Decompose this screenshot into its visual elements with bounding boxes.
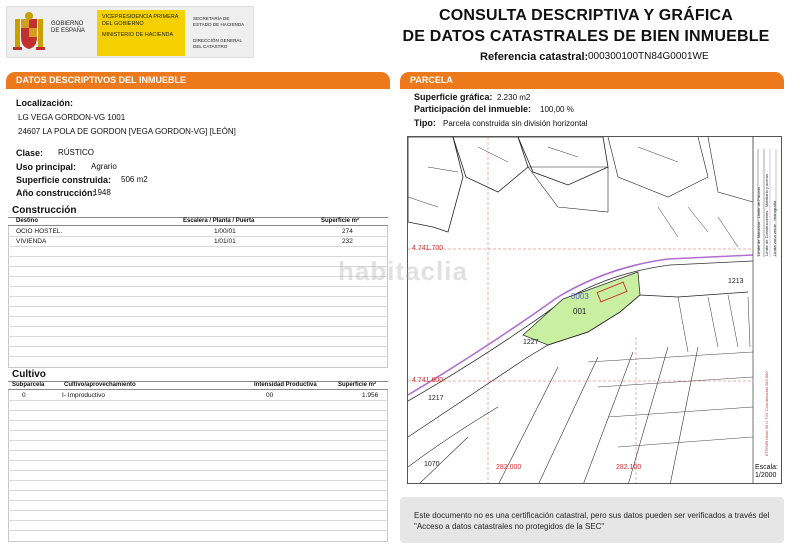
row-divider bbox=[8, 430, 388, 431]
col-superficie: Superficie m² bbox=[338, 382, 377, 388]
coord-x1: 282.000 bbox=[496, 464, 522, 471]
bar-bold: INMUEBLE bbox=[139, 75, 187, 85]
legend-manzana: Límite de Manzana bbox=[756, 221, 761, 256]
row-divider bbox=[8, 316, 388, 317]
row-sup: 1.956 bbox=[362, 392, 379, 399]
coord-y2: 4.741.600 bbox=[412, 377, 444, 384]
scale-label: Escala: bbox=[755, 464, 778, 471]
row-destino: VIVIENDA bbox=[16, 238, 47, 245]
map-scale bbox=[752, 464, 782, 484]
col-destino: Destino bbox=[16, 218, 39, 224]
ministerio-label: MINISTERIO DE HACIENDA bbox=[102, 32, 174, 38]
col-intensidad: Intensidad Productiva bbox=[254, 382, 317, 388]
ref-label: Referencia catastral: bbox=[480, 51, 589, 63]
datos-descriptivos-bar bbox=[6, 72, 390, 89]
disclaimer-note: Este documento no es una certificación catastral, pero sus datos pueden ser verificados a través del "Acceso a datos catastrales no protegidos de la SEC" bbox=[400, 497, 784, 543]
coord-x2: 282.100 bbox=[616, 464, 642, 471]
row-divider bbox=[8, 410, 388, 411]
map-legend bbox=[752, 136, 782, 464]
map-drawing bbox=[408, 137, 782, 484]
bar-prefix: DATOS DESCRIPTIVOS DEL bbox=[16, 75, 140, 85]
direccion-label: DIRECCIÓN GENERAL DEL CATASTRO bbox=[193, 38, 242, 49]
tipo-label: Tipo: bbox=[414, 118, 436, 128]
anio-value: 1948 bbox=[93, 188, 111, 197]
row-divider bbox=[8, 440, 388, 441]
tipo-value: Parcela construida sin división horizontal bbox=[443, 119, 588, 128]
localizacion-label: Localización: bbox=[16, 98, 74, 108]
legend-items2: Límite de Construcciones · Mobiliario y aceras bbox=[764, 173, 769, 256]
anio-label: Año construcción: bbox=[16, 188, 96, 198]
cultivo-header bbox=[8, 381, 388, 390]
row-divider bbox=[8, 266, 388, 267]
row-sub: 0 bbox=[22, 392, 26, 399]
superficie-label: Superficie construida: bbox=[16, 175, 112, 185]
watermark: habitaclia bbox=[338, 256, 468, 286]
row-epp: 1/01/01 bbox=[214, 238, 236, 245]
participacion-label: Participación del inmueble: bbox=[414, 104, 532, 114]
legend-mobiliario: Mobiliario y aceras bbox=[764, 173, 769, 208]
document-title-line2: DE DATOS CATASTRALES DE BIEN INMUEBLE bbox=[402, 28, 770, 45]
row-divider bbox=[8, 336, 388, 337]
parcel-1213: 1213 bbox=[728, 278, 744, 285]
row-divider bbox=[8, 286, 388, 287]
row-divider bbox=[8, 306, 388, 307]
row-divider bbox=[8, 460, 388, 461]
secretaria-label: SECRETARÍA DE ESTADO DE HACIENDA bbox=[193, 16, 245, 27]
vicepresidencia-label: VICEPRESIDENCIA PRIMERA DEL GOBIERNO bbox=[102, 14, 179, 27]
ministry-yellow-box bbox=[97, 10, 185, 56]
row-sup: 274 bbox=[342, 228, 353, 235]
government-logo-block bbox=[6, 6, 254, 58]
superficie-value: 506 m2 bbox=[121, 175, 148, 184]
legend-parcela: Límite de Parcela bbox=[756, 187, 761, 219]
row-epp: 1/00/01 bbox=[214, 228, 236, 235]
row-divider bbox=[8, 500, 388, 501]
legend-hidrografia: Hidrografía bbox=[772, 200, 777, 221]
row-int: 00 bbox=[266, 392, 274, 399]
row-divider bbox=[8, 296, 388, 297]
row-divider bbox=[8, 510, 388, 511]
row-cultivo: I- Improductivo bbox=[62, 392, 105, 399]
construccion-title: Construcción bbox=[12, 205, 77, 216]
coat-of-arms-icon bbox=[11, 11, 47, 55]
document-title-line1: CONSULTA DESCRIPTIVA Y GRÁFICA bbox=[438, 7, 733, 24]
legend-items3: Límite zona verde · Hidrografía bbox=[772, 200, 777, 256]
row-divider bbox=[8, 276, 388, 277]
row-destino: OCIO HOSTEL. bbox=[16, 228, 63, 235]
scale-value: 1/2000 bbox=[755, 472, 777, 479]
localizacion-line1: LG VEGA GORDON-VG 1001 bbox=[18, 113, 126, 122]
row-divider bbox=[8, 450, 388, 451]
construccion-header bbox=[8, 217, 388, 226]
row-divider bbox=[8, 256, 388, 257]
row-sup: 232 bbox=[342, 238, 353, 245]
cadastral-map[interactable] bbox=[407, 136, 782, 484]
coord-y1: 4.741.700 bbox=[412, 245, 444, 252]
row-divider bbox=[8, 490, 388, 491]
legend-items: Límite de Manzana · Límite de Parcela bbox=[756, 187, 761, 256]
row-divider bbox=[8, 400, 388, 401]
col-epp: Escalera / Planta / Puerta bbox=[183, 218, 255, 224]
parcel-1070: 1070 bbox=[424, 461, 440, 468]
sup-grafica-label: Superficie gráfica: bbox=[414, 92, 493, 102]
localizacion-line2: 24607 LA POLA DE GORDON [VEGA GORDON-VG] [LEÓN] bbox=[18, 127, 236, 136]
catastro-box bbox=[189, 10, 251, 56]
participacion-value: 100,00 % bbox=[540, 105, 574, 114]
row-divider bbox=[8, 420, 388, 421]
row-divider bbox=[8, 326, 388, 327]
uso-value: Agrario bbox=[91, 162, 117, 171]
ref-value: 000300100TN84G0001WE bbox=[588, 51, 709, 62]
parcel-1227: 1227 bbox=[523, 339, 539, 346]
parcel-0003: 0003 bbox=[571, 292, 589, 301]
col-superficie: Superficie m² bbox=[321, 218, 360, 224]
row-divider bbox=[8, 480, 388, 481]
clase-value: RÚSTICO bbox=[58, 148, 94, 157]
row-divider bbox=[8, 246, 388, 247]
col-cultivo: Cultivo/aprovechamiento bbox=[64, 382, 136, 388]
legend-construcciones: Límite de Construcciones bbox=[764, 210, 769, 256]
uso-label: Uso principal: bbox=[16, 162, 77, 172]
col-subparcela: Subparcela bbox=[12, 382, 45, 388]
row-divider bbox=[8, 346, 388, 347]
parcel-1217: 1217 bbox=[428, 395, 444, 402]
row-divider bbox=[8, 470, 388, 471]
clase-label: Clase: bbox=[16, 148, 44, 158]
sup-grafica-value: 2.230 m2 bbox=[497, 93, 531, 102]
cultivo-title: Cultivo bbox=[12, 369, 46, 380]
parcel-001: 001 bbox=[573, 307, 587, 316]
row-divider bbox=[8, 356, 388, 357]
row-divider bbox=[8, 520, 388, 521]
row-divider bbox=[8, 236, 388, 237]
parcela-bar: PARCELA bbox=[400, 72, 784, 89]
gobierno-label: GOBIERNO DE ESPAÑA bbox=[51, 21, 85, 34]
row-divider bbox=[8, 530, 388, 531]
coords-note: ETRS89 Huso 30 U.T.M. Coordenadas 282.000 bbox=[764, 371, 769, 456]
legend-zona-verde: Límite zona verde bbox=[772, 224, 777, 256]
